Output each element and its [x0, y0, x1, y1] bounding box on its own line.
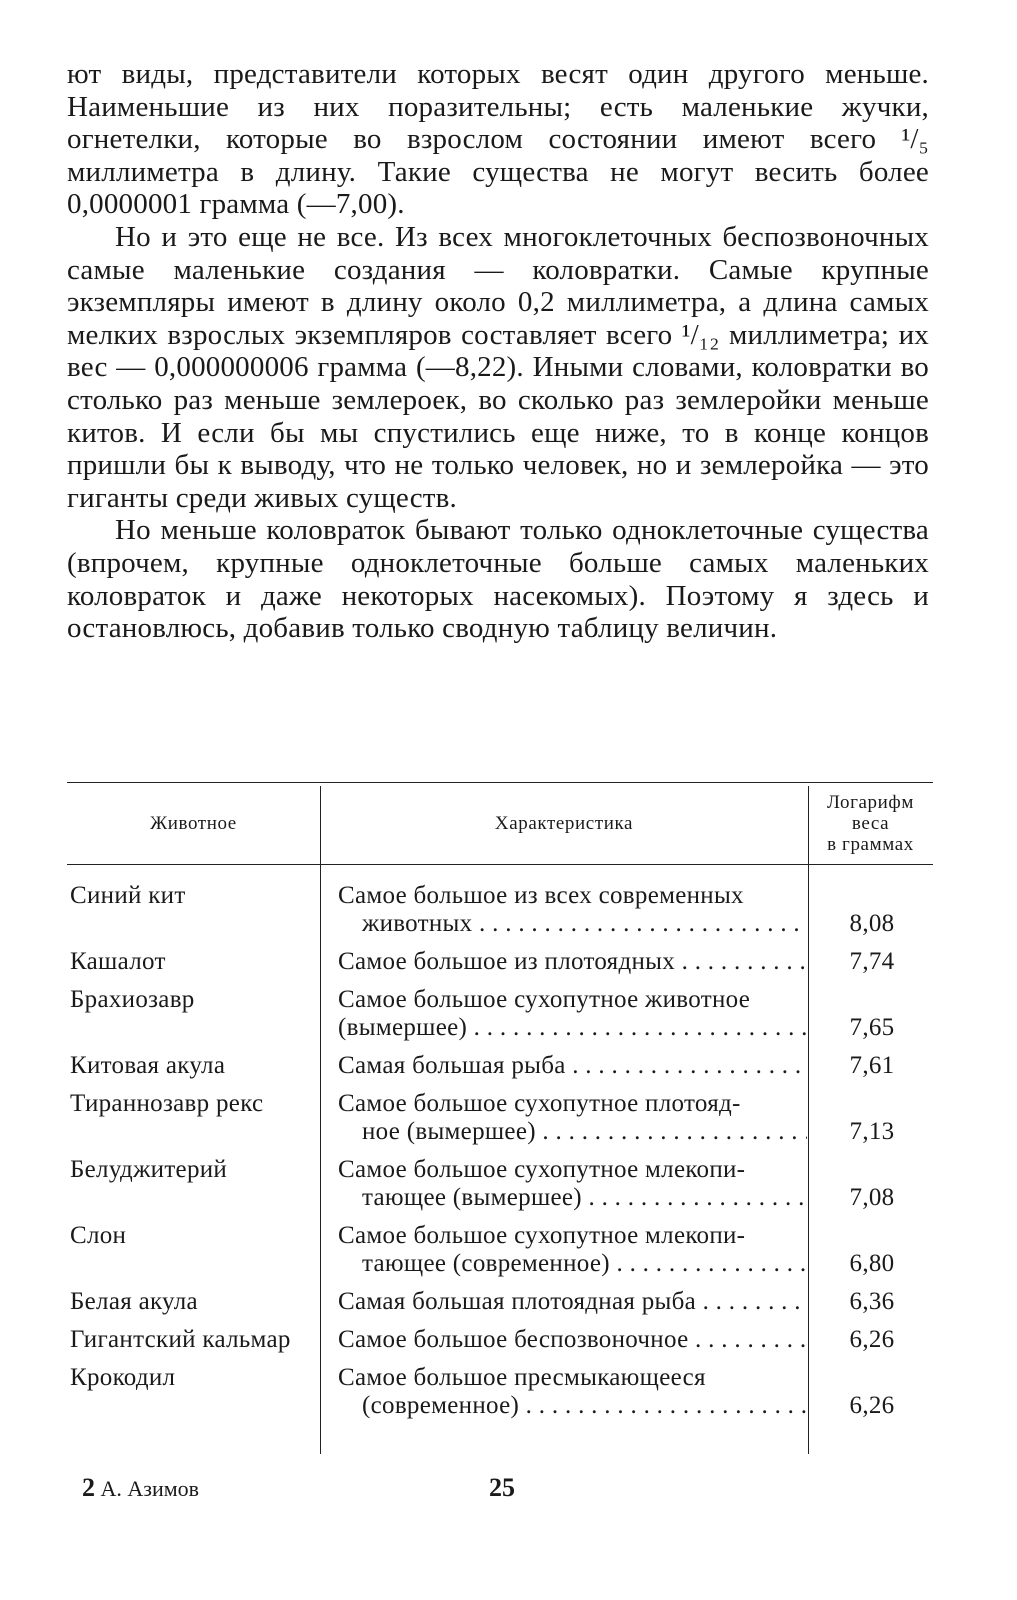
- characteristic-line: Самая большая рыба . . .: [338, 1052, 807, 1080]
- table-row: [67, 1090, 933, 1146]
- animal-name: Гигантский кальмар: [70, 1326, 291, 1353]
- characteristic: [322, 882, 811, 938]
- characteristic-line: ное (вымершее) . . .: [338, 1118, 807, 1146]
- characteristic-line: Самое большое сухопутное млекопи-: [338, 1222, 746, 1249]
- characteristic: [322, 1222, 811, 1278]
- table-body: [67, 882, 933, 1420]
- animal-name: Тираннозавр рекс: [70, 1090, 264, 1117]
- size-summary-table: [67, 782, 933, 1458]
- paragraph-3: Но меньше коловраток бывают только одноклеточные существа (впрочем, крупные одноклеточные больше самых маленьких коловраток и даже некоторых насекомых). Поэтому я здесь и остановлюсь, добавив только сводную таблицу величин.: [67, 514, 929, 645]
- characteristic-line: Самая большая плотоядная рыба . . .: [338, 1288, 807, 1316]
- table-row: [67, 1326, 933, 1354]
- paragraph-2: Но и это еще не все. Из всех многоклеточных беспозвоночных самые маленькие создания — коловратки. Самые крупные экземпляры имеют в длину около 0,2 миллиметра, а длина самых мелких взрослых экземпляров составляет всего ¹/₁₂ миллиметра; их вес — 0,000000006 грамма (—8,22). Иными словами, коловратки во столько раз меньше землероек, во сколько раз землеройки меньше китов. И если бы мы спустились еще ниже, то в конце концов пришли бы к выводу, что не только человек, но и землеройка — это гиганты среди живых существ.: [67, 220, 929, 514]
- animal-name: Крокодил: [70, 1364, 176, 1391]
- characteristic-line: Самое большое сухопутное плотояд-: [338, 1090, 741, 1117]
- characteristic: [322, 1364, 811, 1420]
- log-weight-value: 7,65: [849, 1014, 895, 1041]
- table-row: [67, 986, 933, 1042]
- paragraph-1: ют виды, представители которых весят один другого меньше. Наименьшие из них поразительны; есть маленькие жучки, огнетелки, которые во взрослом состоянии имеют всего ¹/₅ миллиметра в длину. Такие существа не могут весить более 0,0000001 грамма (—7,00).: [67, 58, 929, 221]
- characteristic-line: животных . . .: [338, 910, 807, 938]
- header-log-weight-line-2: веса: [851, 813, 890, 834]
- table-row: [67, 948, 933, 976]
- animal-name: Белая акула: [70, 1288, 198, 1315]
- characteristic-line: Самое большое сухопутное млекопи-: [338, 1156, 746, 1183]
- log-weight-value: 7,61: [849, 1052, 895, 1079]
- characteristic: [322, 1288, 811, 1316]
- log-weight-value: 6,80: [849, 1250, 895, 1277]
- log-weight-value: 7,74: [849, 948, 895, 975]
- characteristic: [322, 1156, 811, 1212]
- animal-name: Белуджитерий: [70, 1156, 228, 1183]
- characteristic: [322, 1090, 811, 1146]
- animal-name: Кашалот: [70, 948, 166, 975]
- table-row: [67, 1156, 933, 1212]
- signature-mark: [82, 1475, 199, 1502]
- table-row: [67, 882, 933, 938]
- table-top-rule: [67, 782, 933, 783]
- characteristic: [322, 986, 811, 1042]
- page-number: [489, 1475, 515, 1502]
- characteristic-line: тающее (вымершее) . . .: [338, 1184, 807, 1212]
- signature-number: 2: [82, 1473, 95, 1502]
- animal-name: Брахиозавр: [70, 986, 195, 1013]
- table-row: [67, 1222, 933, 1278]
- characteristic-line: Самое большое сухопутное животное: [338, 986, 751, 1013]
- table-row: [67, 1052, 933, 1080]
- table-row: [67, 1288, 933, 1316]
- characteristic-line: Самое большое беспозвоночное . . .: [338, 1326, 807, 1354]
- characteristic: [322, 1052, 811, 1080]
- table-header-rule: [67, 864, 933, 865]
- characteristic-line: Самое большое из плотоядных . . .: [338, 948, 807, 976]
- header-characteristic: Характеристика: [494, 813, 634, 834]
- characteristic-line: Самое большое из всех современных: [338, 882, 744, 909]
- animal-name: Синий кит: [70, 882, 186, 909]
- header-log-weight-line-3: в граммах: [827, 834, 914, 855]
- animal-name: Слон: [70, 1222, 127, 1249]
- characteristic-line: (современное) . . .: [338, 1392, 807, 1420]
- animal-name: Китовая акула: [70, 1052, 226, 1079]
- table-row: [67, 1364, 933, 1420]
- body-text: [67, 58, 929, 645]
- log-weight-value: 7,13: [849, 1118, 895, 1145]
- characteristic-line: (вымершее) . . .: [338, 1014, 807, 1042]
- header-log-weight-line-1: Логарифм: [827, 792, 914, 813]
- log-weight-value: 7,08: [849, 1184, 895, 1211]
- characteristic-line: Самое большое пресмыкающееся: [338, 1364, 706, 1391]
- log-weight-value: 6,26: [849, 1392, 895, 1419]
- characteristic-line: тающее (современное) . . .: [338, 1250, 807, 1278]
- page-number-text: 25: [489, 1473, 515, 1502]
- characteristic: [322, 948, 811, 976]
- log-weight-value: 6,36: [849, 1288, 895, 1315]
- header-log-weight: [808, 792, 933, 855]
- characteristic: [322, 1326, 811, 1354]
- signature-author: А. Азимов: [100, 1476, 200, 1501]
- log-weight-value: 6,26: [849, 1326, 895, 1353]
- header-animal: Животное: [150, 813, 237, 834]
- log-weight-value: 8,08: [849, 910, 895, 937]
